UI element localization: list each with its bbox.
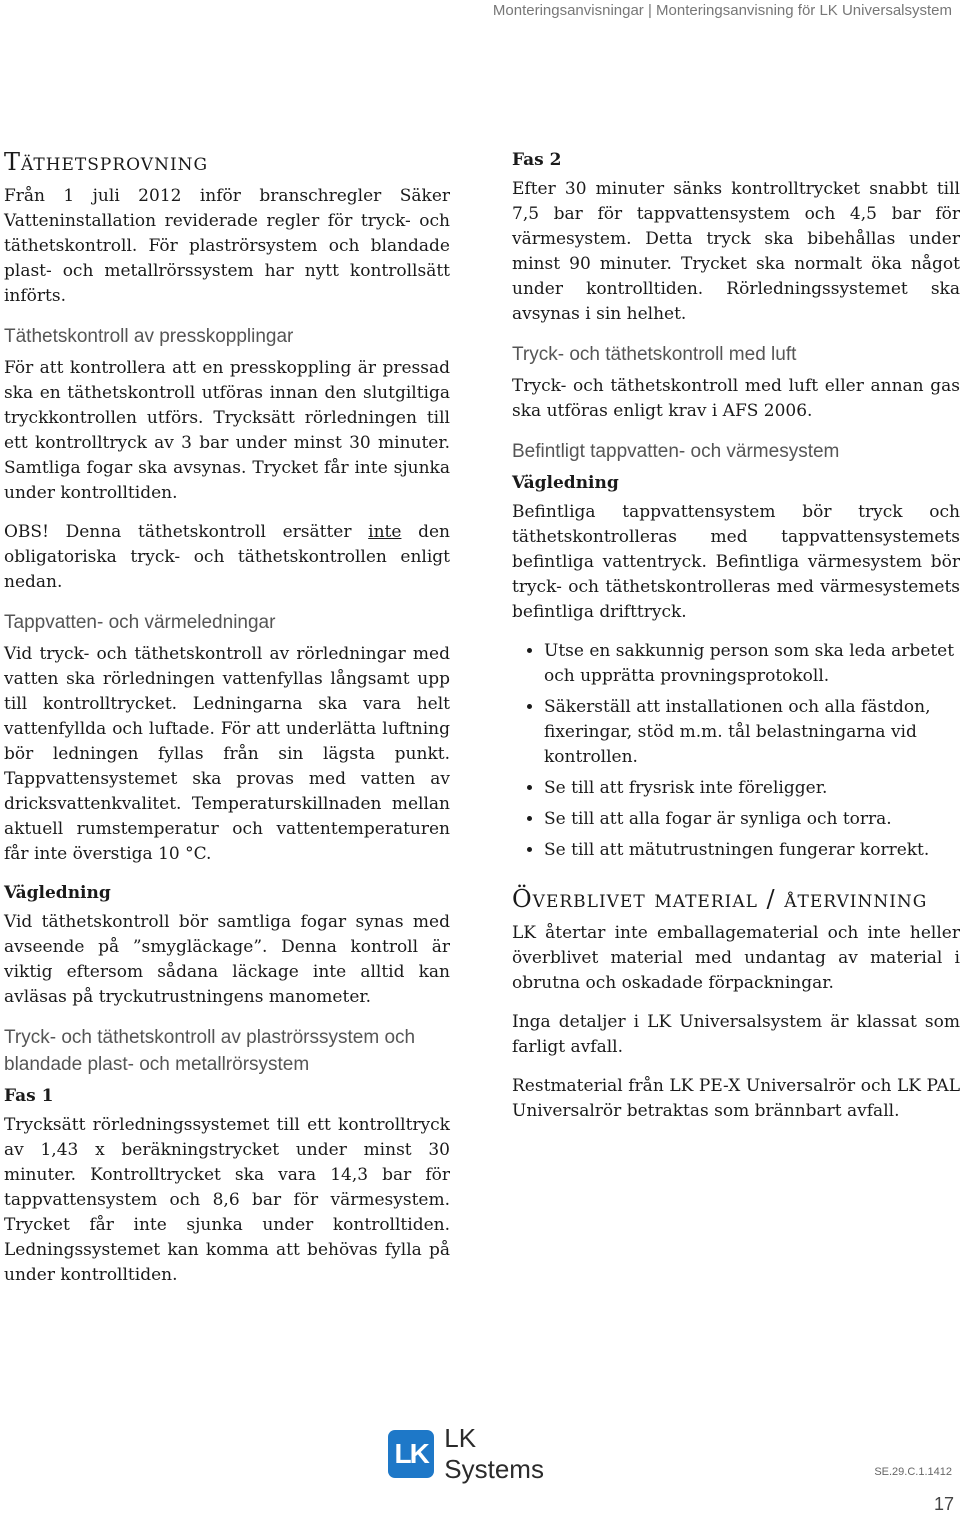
left-column bbox=[4, 148, 450, 1302]
press-paragraph: För att kontrollera att en presskoppling är pressad ska en täthetskontroll utföras innan den slutgiltiga tryckkontrollen utförs. Trycksätt rörledningen till ett kontrolltryck av 3 bar under minst 30 minuter. Samtliga fogar ska avsynas. Trycket får inte sjunka under kontrolltiden. bbox=[4, 358, 450, 503]
lk-systems-logo bbox=[388, 1423, 578, 1484]
list-item: • Se till att mätutrustningen fungerar korrekt. bbox=[544, 838, 960, 863]
phase2-paragraph: Efter 30 minuter sänks kontrolltrycket snabbt till 7,5 bar för tappvattensystem och 4,5 bar för värmesystem. Detta tryck ska bibehållas under minst 90 minuter. Trycket ska normalt öka något under kontrolltiden. Rörledningssystemet ska avsynas i sin helhet. bbox=[512, 179, 960, 324]
logo-text: LK Systems bbox=[444, 1423, 544, 1484]
section-title-tathetsprovning: Täthetsprovning bbox=[4, 148, 209, 176]
plastic-heading: Tryck- och täthetskontroll av plaströrssystem och blandade plast- och metallrörsystem bbox=[4, 1027, 416, 1075]
obs-paragraph bbox=[4, 520, 450, 595]
air-paragraph: Tryck- och täthetskontroll med luft eller annan gas ska utföras enligt krav i AFS 2006. bbox=[512, 376, 960, 421]
material-paragraph-3: Restmaterial från LK PE-X Universalrör och LK PAL Universalrör betraktas som brännbart avfall. bbox=[512, 1076, 960, 1121]
right-column bbox=[512, 148, 960, 1138]
running-head: Monteringsanvisningar | Monteringsanvisning för LK Universalsystem bbox=[492, 2, 952, 19]
obs-underlined-word: inte bbox=[368, 522, 402, 542]
guide-heading: Vägledning bbox=[4, 883, 111, 903]
tap-heading: Tappvatten- och värmeledningar bbox=[4, 612, 276, 633]
lk-logo-icon: LK bbox=[388, 1430, 434, 1478]
phase1-heading: Fas 1 bbox=[4, 1086, 54, 1106]
press-heading: Täthetskontroll av presskopplingar bbox=[4, 326, 294, 347]
existing-heading: Befintligt tappvatten- och värmesystem bbox=[512, 441, 840, 462]
list-item: • Se till att alla fogar är synliga och torra. bbox=[544, 807, 960, 832]
list-item: • Utse en sakkunnig person som ska leda arbetet och upprätta provningsprotokoll. bbox=[544, 639, 960, 689]
checklist bbox=[512, 639, 960, 863]
existing-guide-heading: Vägledning bbox=[512, 473, 619, 493]
page-number: 17 bbox=[933, 1494, 954, 1514]
phase2-heading: Fas 2 bbox=[512, 150, 562, 170]
document-code: SE.29.C.1.1412 bbox=[874, 1466, 952, 1478]
material-paragraph-2: Inga detaljer i LK Universalsystem är klassat som farligt avfall. bbox=[512, 1012, 960, 1057]
material-paragraph-1: LK återtar inte emballagematerial och inte heller överblivet material med undantag av material i obrutna och oskadade förpackningar. bbox=[512, 923, 960, 993]
list-item: • Se till att frysrisk inte föreligger. bbox=[544, 776, 960, 801]
existing-paragraph: Befintliga tappvattensystem bör tryck och täthetskontrolleras med tappvattensystemets befintliga vattentryck. Befintliga värmesystem bör tryck- och täthetskontrolleras med värmesystemets befintliga drifttryck. bbox=[512, 502, 960, 622]
obs-text-post: den obligatoriska tryck- och täthetskontrollen enligt nedan. bbox=[4, 522, 451, 592]
list-item: • Säkerställ att installationen och alla fästdon, fixeringar, stöd m.m. tål belastningarna vid kontrollen. bbox=[544, 695, 960, 770]
section-title-material: Överblivet material / återvinning bbox=[512, 885, 928, 913]
intro-paragraph: Från 1 juli 2012 inför branschregler Säker Vatteninstallation reviderade regler för tryck- och täthetskontroll. För plaströrsystem och blandade plast- och metallrörssystem har nytt kontrollsätt införts. bbox=[4, 186, 450, 306]
guide-paragraph: Vid täthetskontroll bör samtliga fogar synas med avseende på ”smygläckage”. Denna kontroll är viktig eftersom sådana läckage inte alltid kan avläsas på tryckutrustningens manometer. bbox=[4, 912, 450, 1007]
obs-text-pre: OBS! Denna täthetskontroll ersätter bbox=[4, 522, 369, 542]
phase1-paragraph: Trycksätt rörledningssystemet till ett kontrolltryck av 1,43 x beräkningstrycket under minst 30 minuter. Kontrolltrycket ska vara 14,3 bar för tappvattensystem och 8,6 bar för värmesystem. Trycket får inte sjunka under kontrolltiden. Ledningssystemet kan komma att behövas fylla på under kontrolltiden. bbox=[4, 1115, 450, 1285]
air-heading: Tryck- och täthetskontroll med luft bbox=[512, 344, 797, 365]
tap-paragraph: Vid tryck- och täthetskontroll av rörledningar med vatten ska rörledningen vattenfyllas långsamt upp till kontrolltrycket. Ledningarna ska vara helt vattenfyllda och luftade. För att underlätta luftning bör ledningen fyllas från sin lägsta punkt. Tappvattensystemet ska provas med vatten av dricksvattenkvalitet. Temperaturskillnaden mellan aktuell rumstemperatur och vattentemperaturen får inte överstiga 10 °C. bbox=[4, 644, 450, 864]
